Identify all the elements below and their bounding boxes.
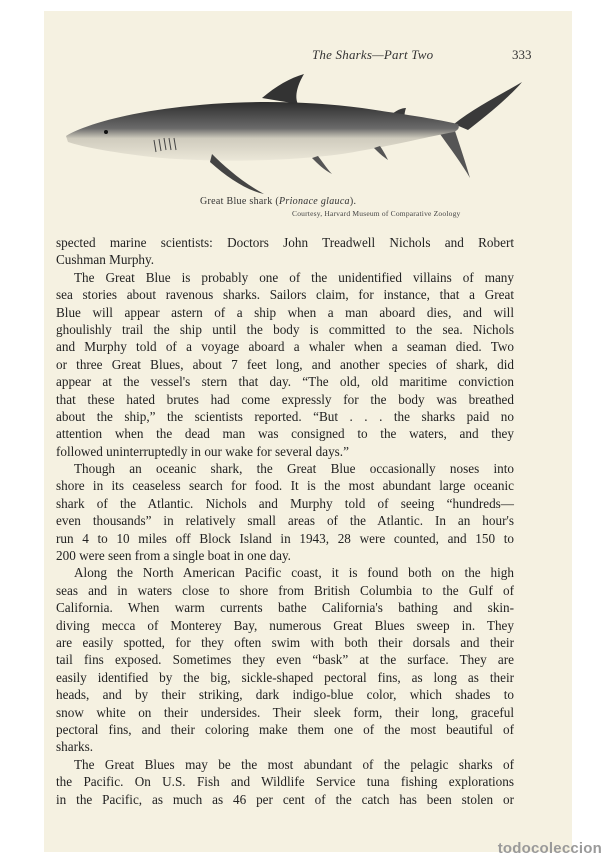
text-line: The Great Blues may be the most abundant of the pelagic sharks of (74, 756, 514, 772)
text-line: and Murphy told of a voyage aboard a whaler when a seaman died. Two (56, 339, 514, 355)
text-line: Though an oceanic shark, the Great Blue occasionally noses into (74, 461, 514, 477)
shark-illustration (62, 66, 524, 201)
text-line: sea stories about ravenous sharks. Sailors claim, for instance, that a Great (56, 287, 514, 303)
text-line: followed uninterruptedly in our wake for several days.” (56, 443, 349, 459)
text-line: California. When warm currents bathe California's bathing and skin- (56, 600, 514, 616)
text-line: sharks. (56, 739, 93, 755)
text-line: run 4 to 10 miles off Block Island in 1943, 28 were counted, and 150 to (56, 530, 514, 546)
page-number: 333 (512, 47, 532, 62)
text-line: ghoulishly trail the ship until the body is committed to the sea. Nichols (56, 321, 514, 337)
text-line: heads, and by their striking, dark indigo-blue color, which shades to (56, 687, 514, 703)
text-line: even thousands” in relatively small areas of the Atlantic. In an hour's (56, 513, 514, 529)
text-line: Along the North American Pacific coast, it is found both on the high (74, 565, 514, 581)
text-line: snow white on their undersides. Their sleek form, their long, graceful (56, 704, 514, 720)
text-line: easily identified by the big, sickle-shaped pectoral fins, as long as their (56, 669, 514, 685)
text-line: or three Great Blues, about 7 feet long, and another species of shark, did (56, 356, 514, 372)
text-line: in the Pacific, as much as 46 per cent of the catch has been stolen or (56, 791, 514, 807)
text-line: pectoral fins, and their coloring make them one of the most beautiful of (56, 721, 514, 737)
text-line: diving mecca of Monterey Bay, numerous Great Blues sweep in. They (56, 617, 514, 633)
text-line: attention when the dead man was consigned to the waters, and they (56, 426, 514, 442)
text-line: seas and in waters close to shore from British Columbia to the Gulf of (56, 582, 514, 598)
running-header: The Sharks—Part Two (312, 47, 434, 62)
figure-caption: Great Blue shark (Prionace glauca). (200, 196, 357, 207)
text-line: tail fins exposed. Sometimes they even “bask” at the surface. They are (56, 652, 514, 668)
text-line: appear at the vessel's stern that day. “The old, old maritime conviction (56, 374, 514, 390)
text-line: Blue will appear astern of a ship when a man aboard dies, and will (56, 304, 514, 320)
body-text (56, 234, 514, 808)
text-line: about the ship,” the scientists reported. “But . . . the sharks paid no (56, 408, 514, 424)
text-line: the Pacific. On U.S. Fish and Wildlife Service tuna fishing explorations (56, 774, 514, 790)
text-line: The Great Blue is probably one of the unidentified villains of many (74, 269, 514, 285)
text-line: Cushman Murphy. (56, 252, 155, 268)
text-line: shark of the Atlantic. Nichols and Murphy told of seeing “hundreds— (56, 495, 514, 511)
watermark: todocoleccion (497, 840, 602, 857)
text-line: shore in its ceaseless search for food. It is the most abundant large oceanic (56, 478, 514, 494)
book-page (44, 11, 572, 852)
text-line: are easily spotted, for they often swim with both their dorsals and their (56, 634, 514, 650)
text-line: 200 were seen from a single boat in one day. (56, 548, 291, 564)
text-line: that these hated brutes had come expressly for the body was breathed (56, 391, 514, 407)
figure-credit: Courtesy, Harvard Museum of Comparative Zoology (292, 209, 461, 218)
text-line: spected marine scientists: Doctors John Treadwell Nichols and Robert (56, 235, 514, 250)
